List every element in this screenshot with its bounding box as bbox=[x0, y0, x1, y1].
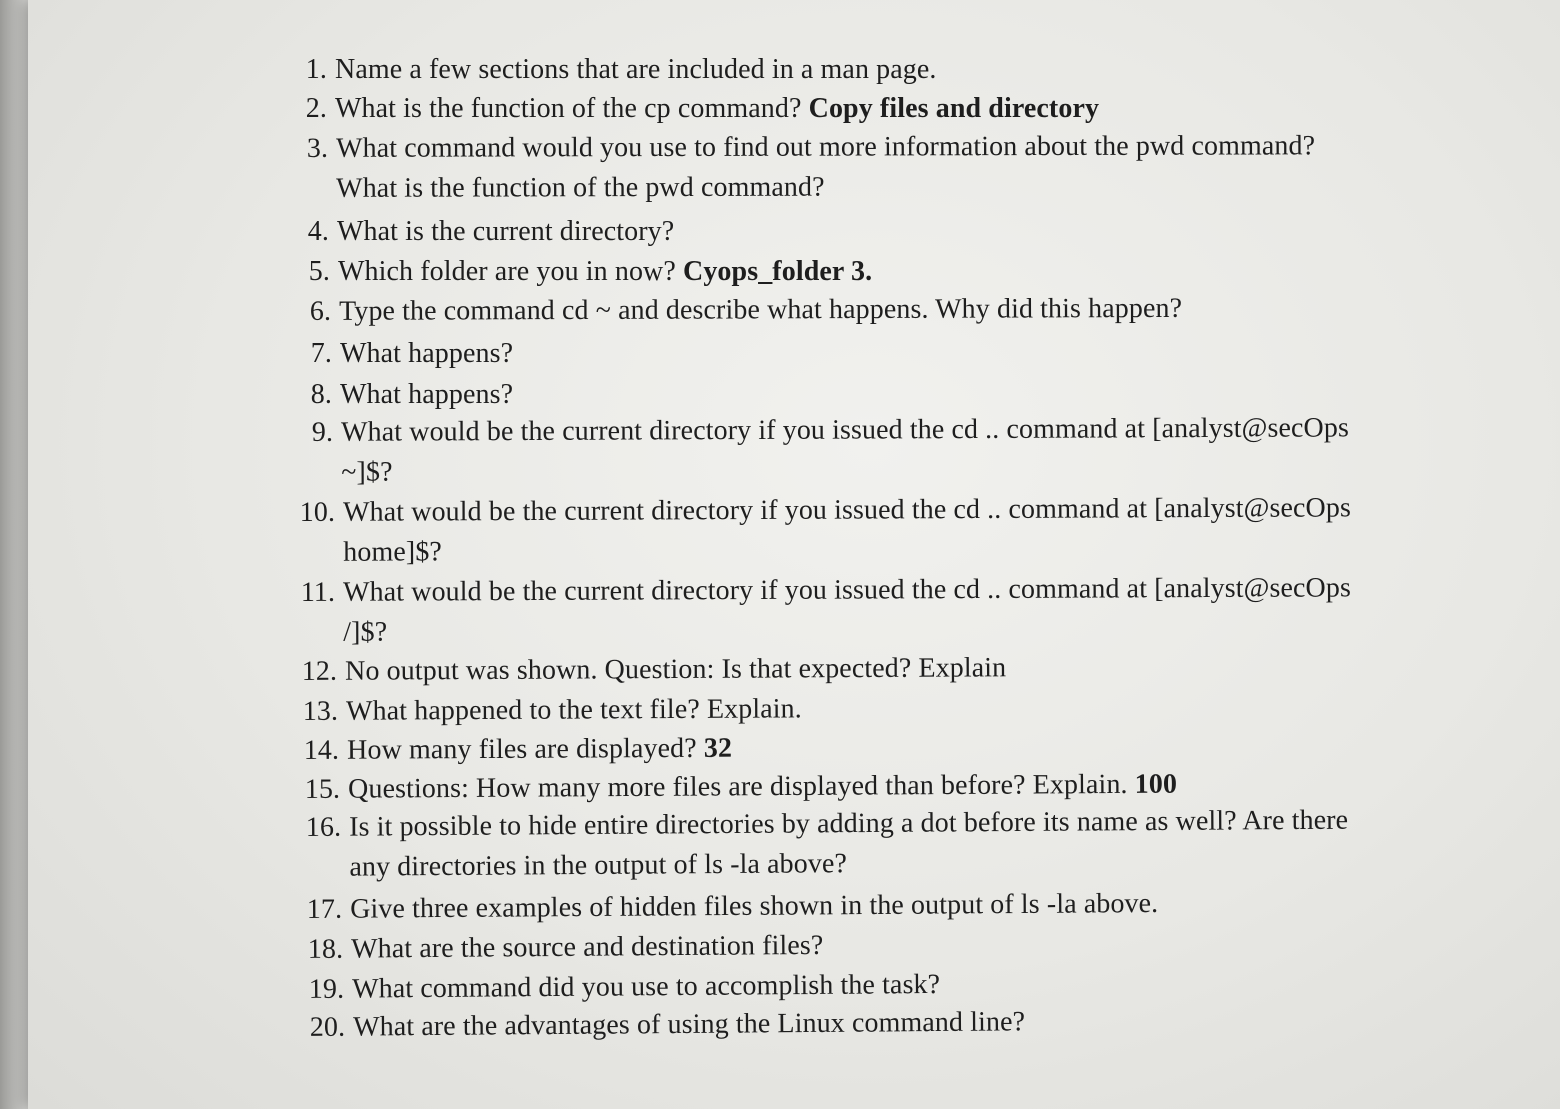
question-line bbox=[343, 528, 1351, 572]
question-text bbox=[335, 50, 937, 90]
question-line bbox=[343, 608, 1351, 652]
handwritten-answer: Cyops_folder 3. bbox=[683, 256, 873, 287]
question-number: 18. bbox=[307, 933, 344, 965]
question-line bbox=[337, 212, 674, 252]
question-number: 2. bbox=[305, 93, 327, 124]
question-line bbox=[349, 801, 1348, 848]
question-line bbox=[353, 1002, 1025, 1047]
question-line bbox=[349, 841, 1348, 888]
question-line-text: Is it possible to hide entire directories by adding a dot before its name as well? Are there bbox=[349, 804, 1349, 843]
question-number: 4. bbox=[307, 216, 329, 247]
question-number: 15. bbox=[304, 773, 341, 805]
question-number: 14. bbox=[303, 734, 340, 766]
question-line bbox=[343, 488, 1351, 532]
question-number: 3. bbox=[306, 132, 329, 164]
worksheet-paper bbox=[28, 0, 1560, 1109]
question-text bbox=[351, 926, 824, 970]
question-line bbox=[341, 408, 1349, 452]
question-line bbox=[345, 648, 1006, 691]
question-text bbox=[335, 89, 1099, 129]
question-line-text: /]$? bbox=[343, 616, 388, 648]
question-text bbox=[346, 689, 802, 731]
question-line bbox=[340, 334, 513, 374]
question-text bbox=[337, 212, 674, 252]
question-line bbox=[338, 252, 872, 292]
question-line-text: No output was shown. Question: Is that expected? Explain bbox=[345, 652, 1007, 687]
question-line bbox=[350, 884, 1158, 930]
question-line bbox=[335, 50, 937, 90]
question-line-text: Which folder are you in now? bbox=[338, 256, 683, 287]
question-number: 6. bbox=[309, 295, 332, 327]
question-text bbox=[345, 648, 1006, 691]
question-number: 20. bbox=[309, 1011, 346, 1043]
question-number: 5. bbox=[308, 256, 330, 287]
question-list bbox=[28, 0, 1560, 1109]
question-line-text: ~]$? bbox=[341, 456, 393, 488]
question-line-text: What command did you use to accomplish the task? bbox=[352, 968, 941, 1005]
question-line bbox=[335, 89, 1099, 129]
question-line-text: What is the function of the pwd command? bbox=[336, 171, 825, 204]
question-line bbox=[351, 926, 824, 970]
question-text bbox=[343, 568, 1351, 652]
question-line bbox=[340, 375, 513, 415]
question-line-text: any directories in the output of ls -la above? bbox=[349, 848, 848, 883]
question-line-text: What is the function of the cp command? bbox=[335, 93, 809, 124]
question-number: 10. bbox=[299, 496, 336, 528]
question-line-text: What would be the current directory if you issued the cd .. command at [analyst@secOps bbox=[343, 572, 1352, 608]
question-text bbox=[343, 488, 1351, 572]
question-number: 11. bbox=[300, 576, 336, 608]
question-line-text: How many files are displayed? bbox=[347, 732, 704, 766]
question-line bbox=[343, 568, 1351, 612]
question-number: 8. bbox=[310, 379, 332, 410]
question-text bbox=[340, 334, 513, 374]
question-line-text: What command would you use to find out more information about the pwd command? bbox=[336, 130, 1316, 164]
question-line bbox=[336, 166, 1315, 209]
question-line bbox=[339, 289, 1182, 332]
question-line-text: What would be the current directory if you issued the cd .. command at [analyst@secOps bbox=[341, 412, 1350, 448]
handwritten-answer: 100 bbox=[1134, 768, 1178, 800]
question-text bbox=[340, 375, 513, 415]
question-number: 1. bbox=[305, 54, 327, 85]
question-line bbox=[346, 689, 802, 731]
question-number: 13. bbox=[302, 695, 339, 727]
question-line-text: home]$? bbox=[343, 536, 442, 568]
question-number: 17. bbox=[306, 893, 343, 925]
question-line-text: What happened to the text file? Explain. bbox=[346, 693, 802, 727]
question-number: 19. bbox=[308, 973, 345, 1005]
question-line-text: What happens? bbox=[340, 338, 514, 369]
question-line bbox=[347, 729, 732, 771]
question-line bbox=[336, 126, 1315, 169]
question-line-text: What happens? bbox=[340, 379, 514, 410]
question-line bbox=[341, 448, 1349, 492]
question-line-text: What are the advantages of using the Linux command line? bbox=[353, 1006, 1026, 1043]
handwritten-answer: Copy files and directory bbox=[808, 93, 1100, 124]
question-text bbox=[341, 408, 1349, 492]
question-line-text: Give three examples of hidden files shown in the output of ls -la above. bbox=[350, 887, 1159, 925]
question-text bbox=[336, 126, 1315, 209]
question-text bbox=[353, 1002, 1025, 1047]
question-line-text: Name a few sections that are included in a man page. bbox=[335, 54, 937, 85]
question-text bbox=[339, 289, 1182, 332]
question-number: 9. bbox=[311, 416, 334, 448]
question-text bbox=[338, 252, 872, 292]
question-text bbox=[350, 884, 1158, 930]
question-text bbox=[347, 729, 732, 771]
question-line-text: What would be the current directory if you issued the cd .. command at [analyst@secOps bbox=[343, 492, 1352, 528]
question-line-text: Type the command cd ~ and describe what happens. Why did this happen? bbox=[339, 292, 1183, 327]
question-line-text: What are the source and destination files? bbox=[351, 929, 824, 965]
question-number: 12. bbox=[301, 655, 338, 687]
question-line-text: Questions: How many more files are displayed than before? Explain. bbox=[348, 768, 1135, 805]
question-number: 16. bbox=[305, 811, 342, 843]
question-text bbox=[349, 801, 1349, 888]
question-line-text: What is the current directory? bbox=[337, 216, 675, 247]
handwritten-answer: 32 bbox=[703, 732, 733, 764]
question-number: 7. bbox=[310, 338, 332, 369]
